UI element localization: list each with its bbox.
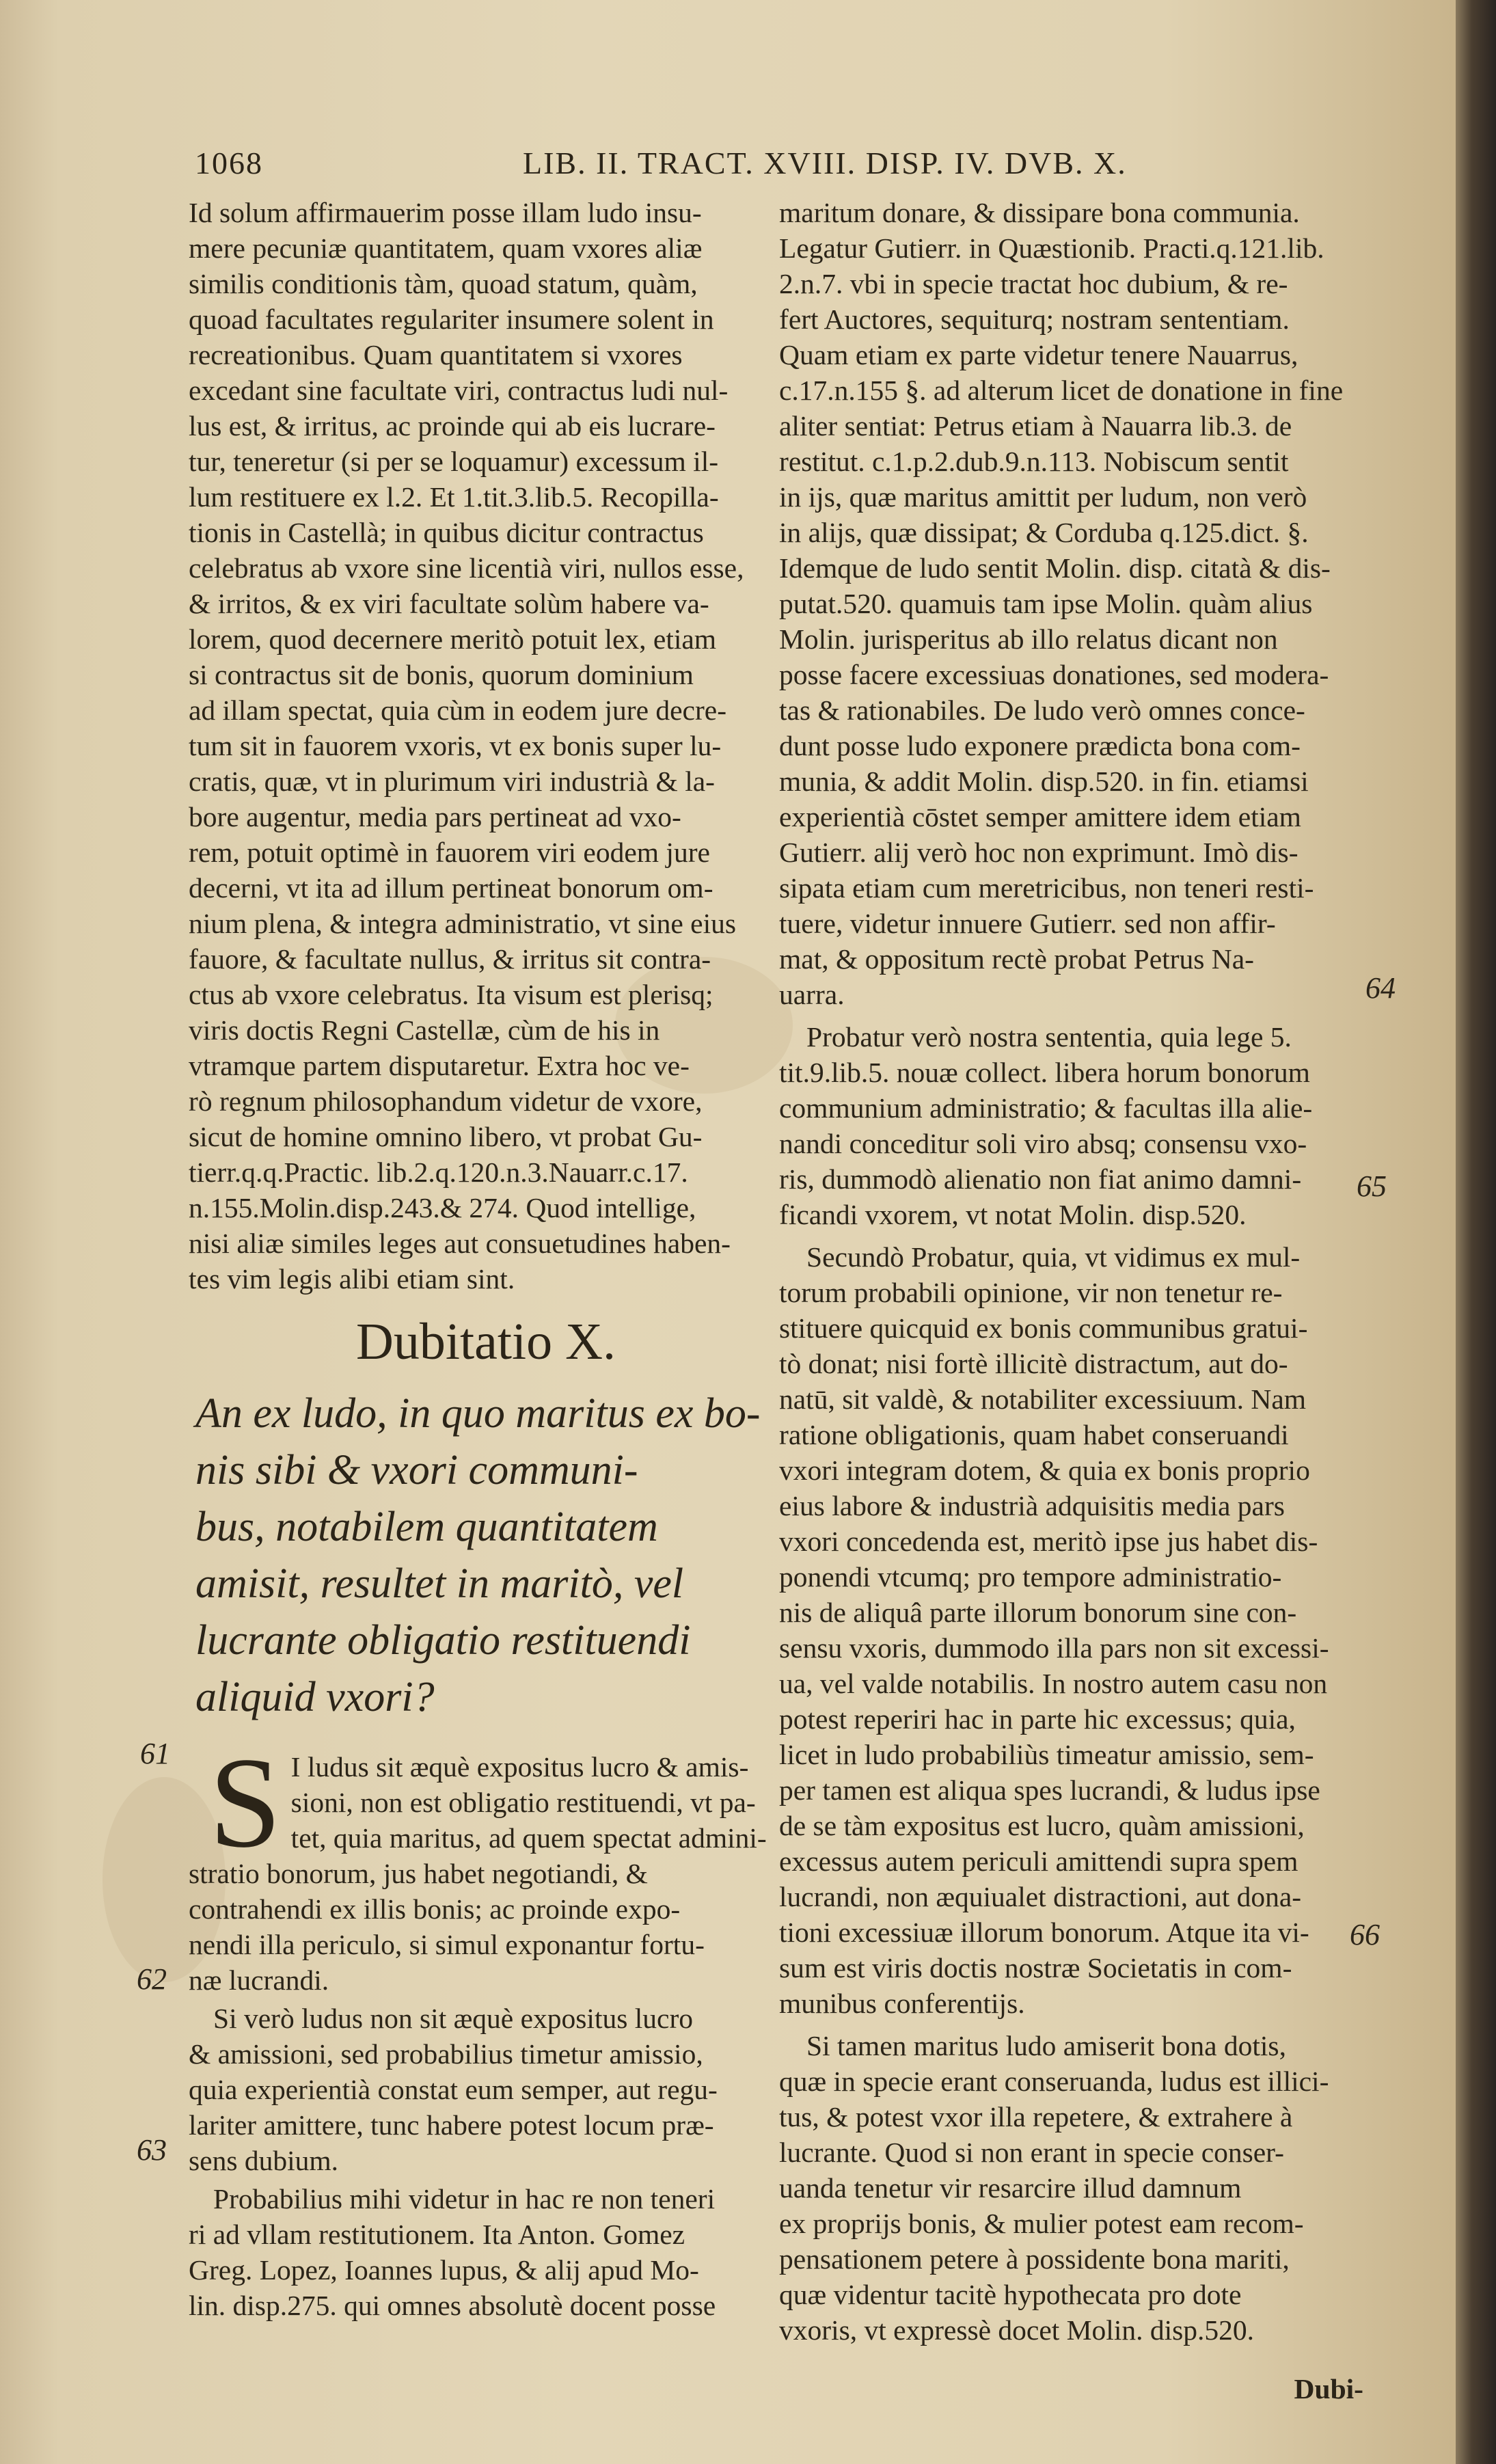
catchword: Dubi- (1294, 2373, 1363, 2405)
margin-number-63: 63 (137, 2133, 167, 2167)
page-edge (1456, 0, 1496, 2464)
paragraph-63: Probabilius mihi videtur in hac re non teneri ri ad vllam restitutionem. Ita Anton. Gomez Greg. Lopez, Ioannes lupus, & alij apud Mo- lin. disp.275. qui omnes absolutè docent posse (189, 2183, 716, 2321)
left-column (189, 195, 767, 2326)
paragraph-continued: maritum donare, & dissipare bona communia. Legatur Gutierr. in Quæstionib. Practi.q.121.lib. 2.n.7. vbi in specie tractat hoc dubium, & re- fert Auctores, sequiturq; nostram sententiam. Quam etiam ex parte videtur tenere Nauarrus, c.17.n.155 §. ad alterum licet de donatione in fine aliter sentiat: Petrus etiam à Nauarra lib.3. de restitut. c.1.p.2.dub.9.n.113. Nobiscum sentit in ijs, quæ maritus amittit per ludum, non verò in alijs, quæ dissipat; & Corduba q.125.dict. §. Idemque de ludo sentit Molin. disp. citatà & dis- putat.520. quamuis tam ipse Molin. quàm alius Molin. jurisperitus ab illo relatus dicant non posse facere excessiuas donationes, sed modera- tas & rationabiles. De ludo verò omnes conce- dunt posse ludo exponere prædicta bona com- munia, & addit Molin. disp.520. in fin. etiamsi experientià cōstet semper amittere idem etiam Gutierr. alij verò hoc non exprimunt. Imò dis- sipata etiam cum meretricibus, non teneri resti- tuere, videtur innuere Gutierr. sed non affir- mat, & oppositum rectè probat Petrus Na- uarra. (779, 197, 1344, 1010)
paragraph-62: Si verò ludus non sit æquè expositus lucro & amissioni, sed probabilius timetur amissio, quia experientià constat eum semper, aut regu- lariter amittere, tunc habere potest locum præ- sens dubium. (189, 2003, 718, 2176)
paragraph-65: Secundò Probatur, quia, vt vidimus ex mul- torum probabili opinione, vir non tenetur re- stituere quicquid ex bonis communibus gratui- tò donat; nisi fortè illicitè distractum, aut do- natū, sit valdè, & notabiliter excessiuum. Nam ratione obligationis, quam habet conseruandi vxori integram dotem, & quia ex bonis proprio eius labore & industrià adquisitis media pars vxori concedenda est, meritò ipse jus habet dis- ponendi vtcumq; pro tempore administratio- nis de aliquâ parte illorum bonorum sine con- sensu vxoris, dummodo illa pars non sit excessi- ua, vel valde notabilis. In nostro autem casu non potest reperiri hac in parte hic excessus; quia, licet in ludo probabiliùs timeatur amissio, sem- per tamen est aliqua spes lucrandi, & ludus ipse de se tàm expositus est lucro, quàm amissioni, excessus autem periculi amittendi supra spem lucrandi, non æquiualet distractioni, aut dona- tioni excessiuæ illorum bonorum. Atque ita vi- sum est viris doctis nostræ Societatis in com- munibus conferentijs. (779, 1241, 1329, 2019)
section-heading: Dubitatio X. (356, 1313, 616, 1370)
right-column (779, 195, 1363, 2412)
running-title: LIB. II. TRACT. XVIII. DISP. IV. DVB. X. (523, 146, 1127, 180)
margin-number-61: 61 (140, 1737, 170, 1770)
paragraph-66: Si tamen maritus ludo amiserit bona dotis, quæ in specie erant conseruanda, ludus est illici- tus, & potest vxor illa repetere, & extrahere à lucrante. Quod si non erant in specie conser- uanda tenetur vir resarcire illud damnum ex proprijs bonis, & mulier potest eam recom- pensationem petere à possidente bona mariti, quæ videntur tacitè hypothecata pro dote vxoris, vt expressè docet Molin. disp.520. (779, 2030, 1329, 2346)
margin-number-62: 62 (137, 1962, 167, 1996)
paragraph-64: Probatur verò nostra sententia, quia lege 5. tit.9.lib.5. nouæ collect. libera horum bonorum communium administratio; & facultas illa alie- nandi conceditur soli viro absq; consensu vxo- ris, dummodò alienatio non fiat animo damni- ficandi vxorem, vt notat Molin. disp.520. (779, 1021, 1313, 1230)
question-title: An ex ludo, in quo maritus ex bo- nis sibi & vxori communi- bus, notabilem quantitatem amisit, resultet in maritò, vel lucrante obligatio restituendi aliquid vxori? (195, 1390, 761, 1720)
margin-number-66: 66 (1350, 1918, 1380, 1951)
margin-number-64: 64 (1365, 971, 1396, 1005)
margin-number-65: 65 (1357, 1169, 1387, 1203)
paragraph-61: S I ludus sit æquè expositus lucro & amis- sioni, non est obligatio restituendi, vt pa- tet, quia maritus, ad quem spectat admini- stratio bonorum, jus habet negotiandi, & contrahendi ex illis bonis; ac proinde expo- nendi illa periculo, si simul exponantur fortu- næ lucrandi. (189, 1731, 767, 1996)
page-number: 1068 (195, 146, 263, 180)
paragraph-top: Id solum affirmauerim posse illam ludo insu- mere pecuniæ quantitatem, quam vxores aliæ similis conditionis tàm, quoad statum, quàm, quoad facultates regulariter insumere solent in recreationibus. Quam quantitatem si vxores excedant sine facultate viri, contractus ludi nul- lus est, & irritus, ac proinde qui ab eis lucrare- tur, teneretur (si per se loquamur) excessum il- lum restituere ex l.2. Et 1.tit.3.lib.5. Recopilla- tionis in Castellà; in quibus dicitur contractus celebratus ab vxore sine licentià viri, nullos esse, & irritos, & ex viri facultate solùm habere va- lorem, quod decernere meritò potuit lex, etiam si contractus sit de bonis, quorum dominium ad illam spectat, quia cùm in eodem jure decre- tum sit in fauorem vxoris, vt ex bonis super lu- cratis, quæ, vt in plurimum viri industrià & la- bore augentur, media pars pertineat ad vxo- rem, potuit optimè in fauorem viri eodem jure decerni, vt ita ad illum pertineat bonorum om- nium plena, & integra administratio, vt sine eius fauore, & facultate nullus, & irritus sit contra- ctus ab vxore celebratus. Ita visum est plerisq; viris doctis Regni Castellæ, cùm de his in vtramque partem disputaretur. Extra hoc ve- rò regnum philosophandum videtur de vxore, sicut de homine omnino libero, vt probat Gu- tierr.q.q.Practic. lib.2.q.120.n.3.Nauarr.c.17. n.155.Molin.disp.243.& 274. Quod intellige, nisi aliæ similes leges aut consuetudines haben- tes vim legis alibi etiam sint. (189, 197, 744, 1295)
drop-cap: S (209, 1731, 282, 1875)
